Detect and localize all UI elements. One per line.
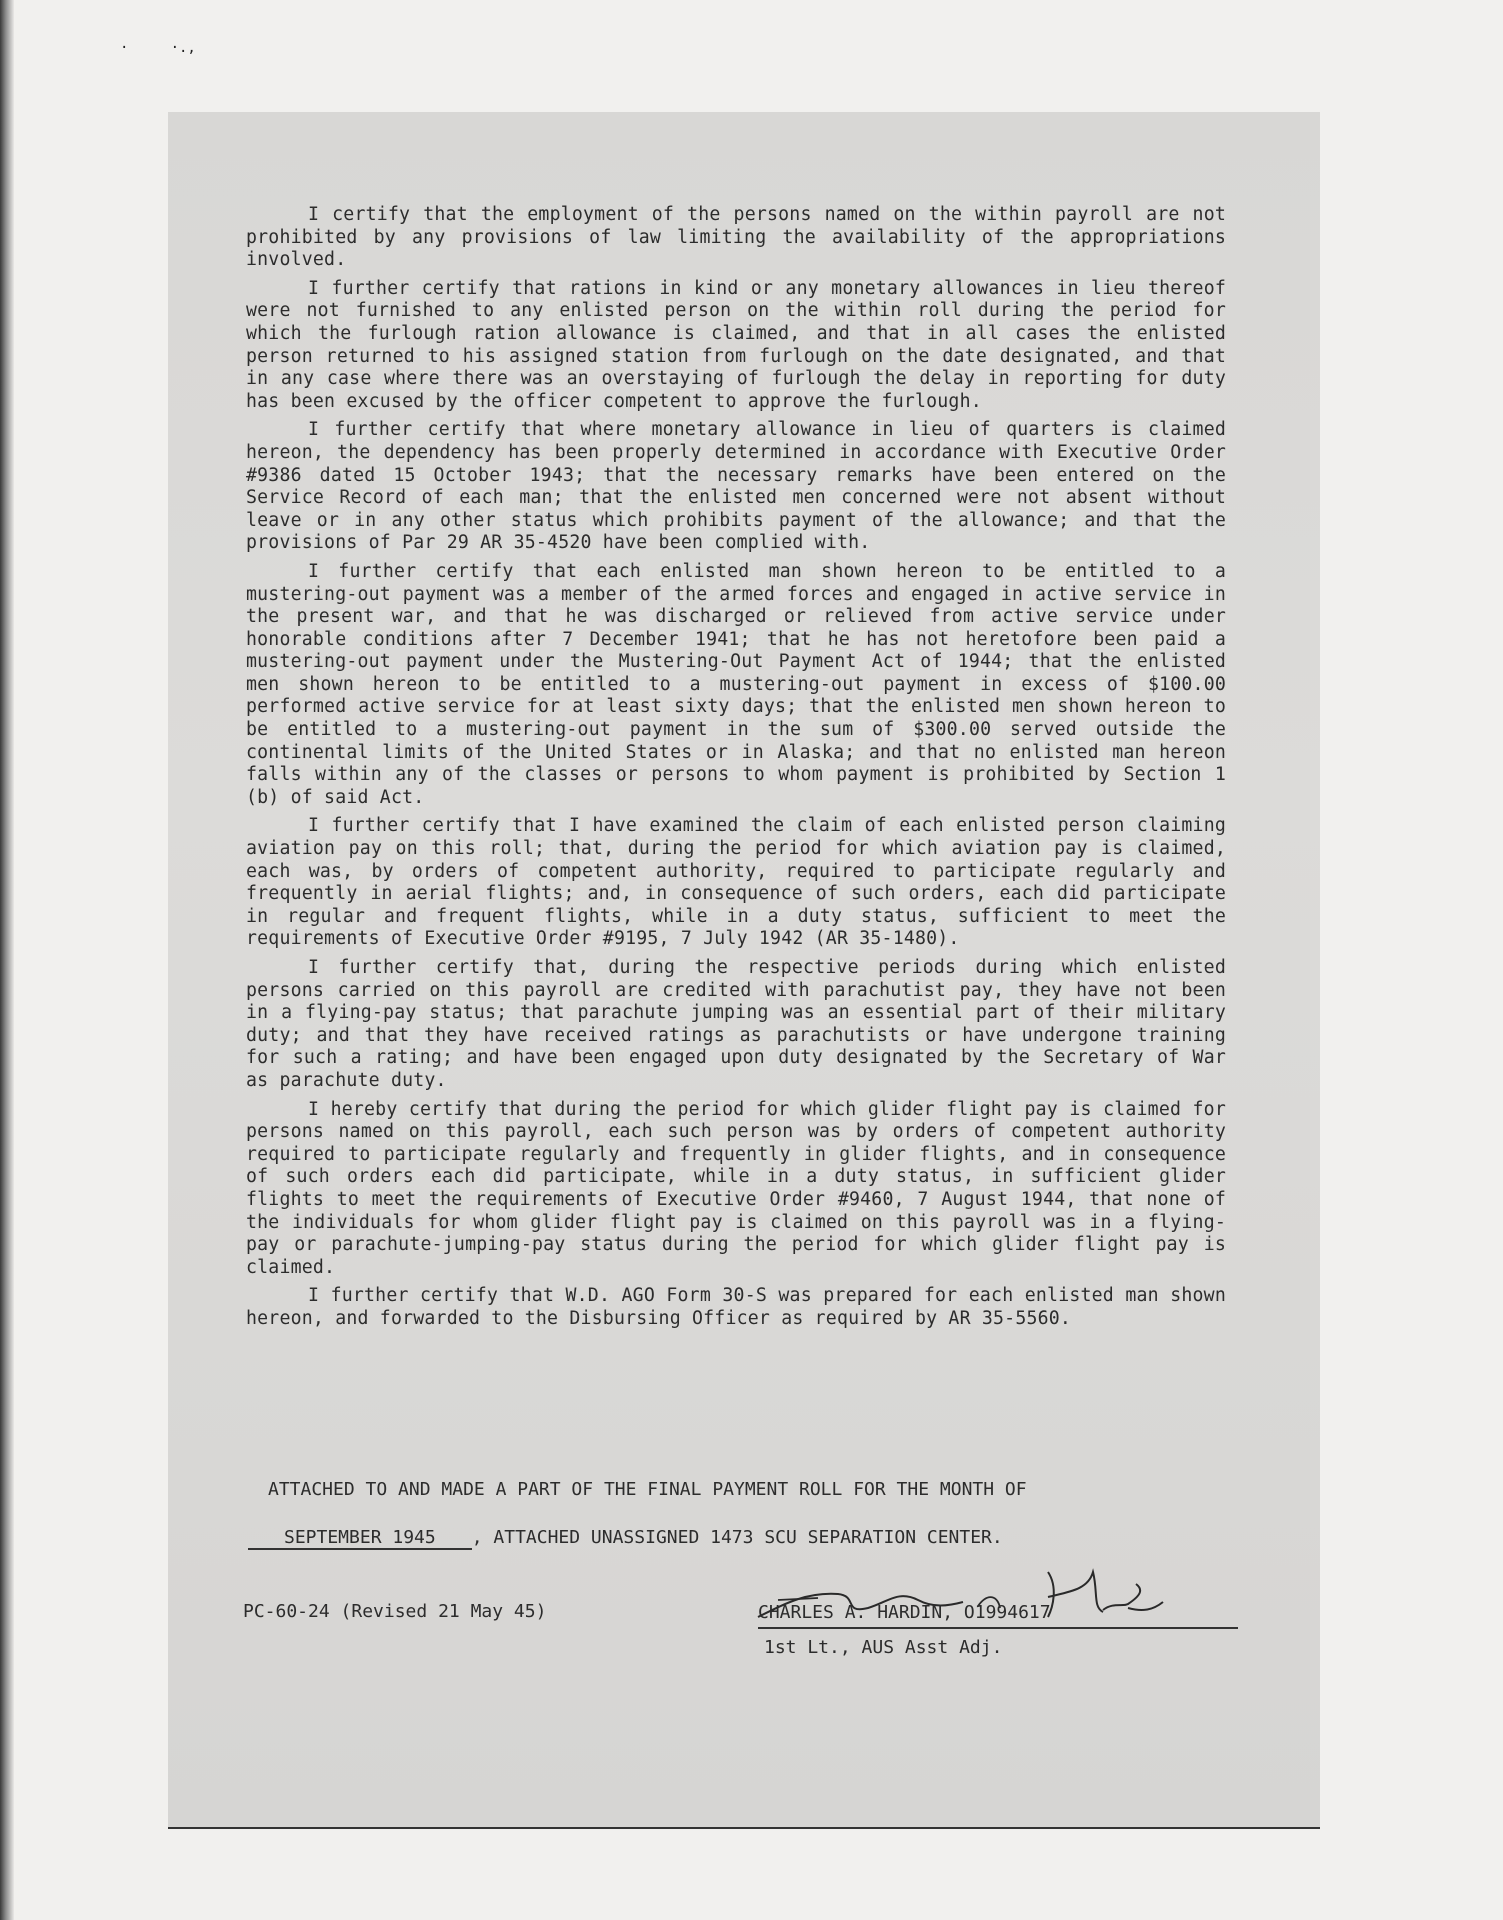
form-number: PC-60-24 (Revised 21 May 45) <box>243 1601 547 1622</box>
paragraph-glider-pay: I hereby certify that during the period for which glider flight pay is claimed for persons named on this payroll, each such person was by orders of competent authority required to participate regularly and frequently in glider flights, and in consequence of such orders each did participate, while in a duty status, in sufficient glider flights to meet the requirements of Executive Order #9460, 7 August 1944, that none of the individuals for whom glider flight pay is claimed on this payroll was in a flying-pay or parachute-jumping-pay status during the period for which glider flight pay is claimed. <box>246 1098 1226 1278</box>
paragraph-parachutist-pay: I further certify that, during the respective periods during which enlisted persons carried on this payroll are credited with parachutist pay, they have not been in a flying-pay status; that parachute jumping was an essential part of their military duty; and that they have received ratings as parachutists or have undergone training for such a rating; and have been engaged upon duty designated by the Secretary of War as parachute duty. <box>246 957 1226 1091</box>
signer-name: CHARLES A. HARDIN, O1994617 <box>758 1602 1238 1629</box>
payroll-month: SEPTEMBER 1945 <box>248 1527 472 1550</box>
attached-statement: ATTACHED TO AND MADE A PART OF THE FINAL PAYMENT ROLL FOR THE MONTH OF <box>268 1479 1027 1500</box>
scan-specks: · ·., <box>120 40 196 56</box>
paragraph-employment: I certify that the employment of the persons named on the within payroll are not prohibited by any provisions of law limiting the availability of the appropriations involved. <box>246 204 1226 271</box>
paragraph-quarters: I further certify that where monetary allowance in lieu of quarters is claimed hereon, the dependency has been properly determined in accordance with Executive Order #9386 dated 15 October 1943; that the necessary remarks have been entered on the Service Record of each man; that the enlisted men concerned were not absent without leave or in any other status which prohibits payment of the allowance; and that the provisions of Par 29 AR 35-4520 have been complied with. <box>246 419 1226 554</box>
unit-name: , ATTACHED UNASSIGNED 1473 SCU SEPARATION CENTER. <box>471 1527 1003 1548</box>
certification-text <box>246 204 1226 1331</box>
paragraph-form-30s: I further certify that W.D. AGO Form 30-S was prepared for each enlisted man shown hereon, and forwarded to the Disbursing Officer as required by AR 35-5560. <box>246 1285 1226 1329</box>
paragraph-mustering-out: I further certify that each enlisted man shown hereon to be entitled to a mustering-out payment was a member of the armed forces and engaged in active service in the present war, and that he was discharged or relieved from active service under honorable conditions after 7 December 1941; that he has not heretofore been paid a mustering-out payment under the Mustering-Out Payment Act of 1944; that the enlisted men shown hereon to be entitled to a mustering-out payment in excess of $100.00 performed active service for at least sixty days; that the enlisted men shown hereon to be entitled to a mustering-out payment in the sum of $300.00 served outside the continental limits of the United States or in Alaska; and that no enlisted man hereon falls within any of the classes or persons to whom payment is prohibited by Section 1 (b) of said Act. <box>246 560 1226 808</box>
document-page <box>168 112 1320 1829</box>
payroll-month-line <box>248 1527 1248 1550</box>
signer-title: 1st Lt., AUS Asst Adj. <box>764 1637 1003 1658</box>
scan-left-edge <box>0 0 14 1920</box>
paragraph-aviation-pay: I further certify that I have examined the claim of each enlisted person claiming aviation pay on this roll; that, during the period for which aviation pay is claimed, each was, by orders of competent authority, required to participate regularly and frequently in aerial flights; and, in consequence of such orders, each did participate in regular and frequent flights, while in a duty status, sufficient to meet the requirements of Executive Order #9195, 7 July 1942 (AR 35-1480). <box>246 815 1226 950</box>
paragraph-rations: I further certify that rations in kind or any monetary allowances in lieu thereof were not furnished to any enlisted person on the within roll during the period for which the furlough ration allowance is claimed, and that in all cases the enlisted person returned to his assigned station from furlough on the date designated, and that in any case where there was an overstaying of furlough the delay in reporting for duty has been excused by the officer competent to approve the furlough. <box>246 277 1226 412</box>
signature-block <box>758 1602 1238 1658</box>
